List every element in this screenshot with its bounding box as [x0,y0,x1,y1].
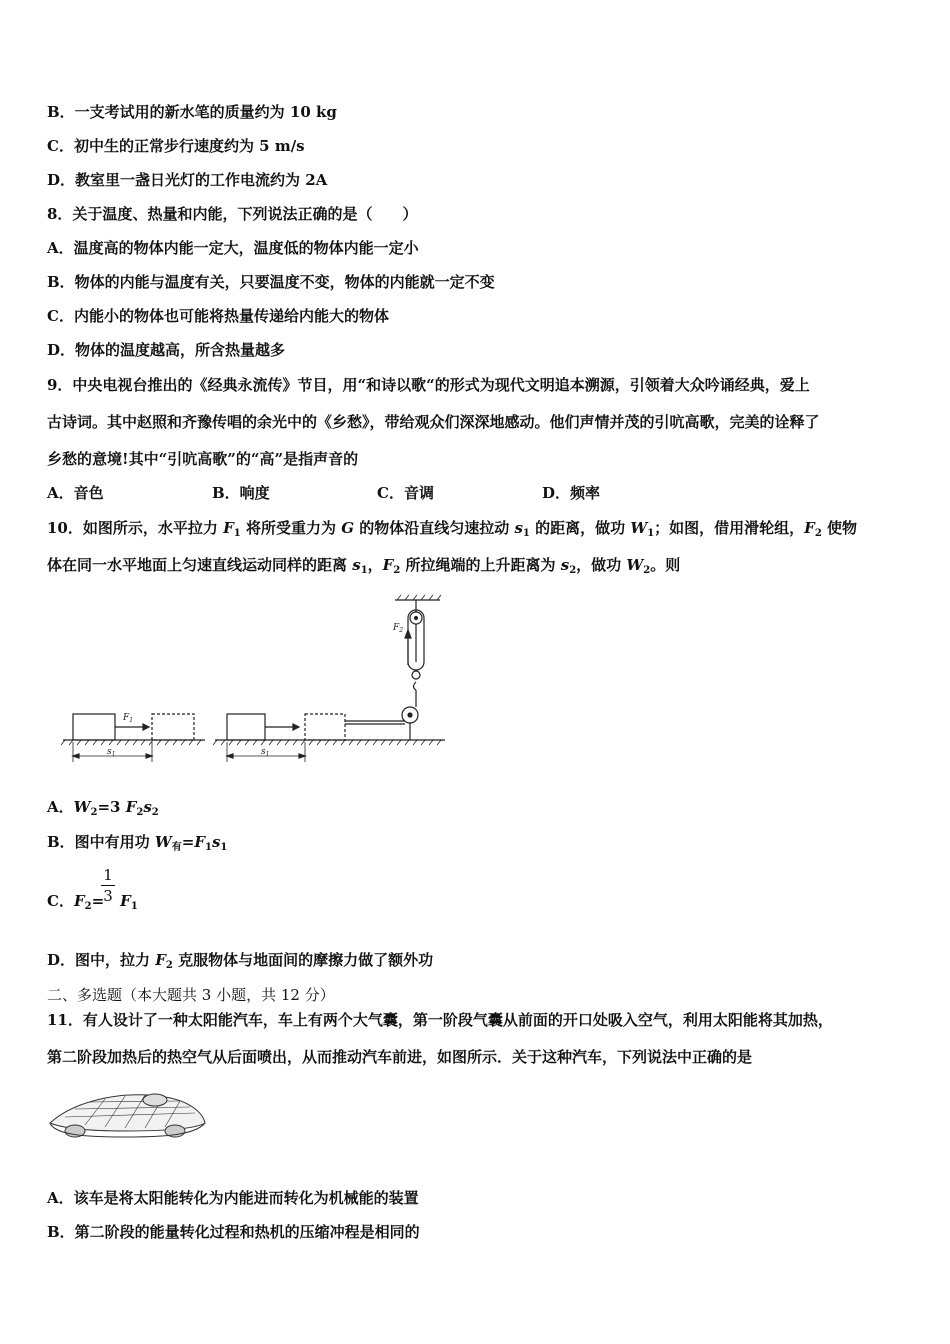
section-2-title: 二、多选题（本大题共 3 小题，共 12 分） [47,986,335,1004]
solar-car-image [45,1085,210,1145]
q10-option-b: B．图中有用功 $W_有=F_1s_1$ [47,833,228,853]
ground-left-hatch [61,740,201,745]
q10-option-a: A．$W_2=3$ $F_2s_2$ [47,798,159,818]
q7-option-b: B．一支考试用的新水笔的质量约为 10 kg [47,103,337,121]
q9-stem-line1: 9．中央电视台推出的《经典永流传》节目，用“和诗以歌“的形式为现代文明追本溯源，引领着大众吟诵经典，爱上 [47,376,810,394]
ground-right-hatch [213,740,441,745]
q11-option-b: B．第二阶段的能量转化过程和热机的压缩冲程是相同的 [47,1223,420,1241]
label-f2: $F_2$ [393,623,404,634]
q9-stem-line2: 古诗词。其中赵照和齐豫传唱的余光中的《乡愁》，带给观众们深深地感动。他们声情并茂的引吭高歌，完美的诠释了 [47,413,820,431]
label-s1-right: $s_1$ [261,747,270,758]
q10-figure [55,590,455,770]
block-dashed-right [305,714,345,740]
q11-stem-line2: 第二阶段加热后的热空气从后面喷出，从而推动汽车前进，如图所示．关于这种汽车，下列说法中正确的是 [47,1048,753,1066]
q8-option-a: A．温度高的物体内能一定大，温度低的物体内能一定小 [47,239,419,257]
label-s1-left: $s_1$ [107,747,116,758]
block-dashed-left [152,714,194,740]
arrow-f1-head [143,724,149,730]
q8-stem: 8．关于温度、热量和内能，下列说法正确的是（ ） [47,205,418,223]
fraction-one-third: 1 3 [101,866,115,905]
q9-option-b: B．响度 [212,484,270,502]
q7-option-d: D．教室里一盏日光灯的工作电流约为 2A [47,171,328,189]
q10-stem-line1: 10．如图所示，水平拉力 $F_1$ 将所受重力为 G 的物体沿直线匀速拉动 $s_1$ 的距离，做功 $W_1$；如图，借用滑轮组，$F_2$ 使物 [47,519,858,539]
hook [414,682,417,690]
label-f1: $F_1$ [123,713,134,724]
q9-option-a: A．音色 [47,484,104,502]
q9-option-d: D．频率 [542,484,601,502]
q7-option-c: C．初中生的正常步行速度约为 5 m/s [47,137,305,155]
block-solid-right [227,714,265,740]
q10-stem-line2: 体在同一水平地面上匀速直线运动同样的距离 $s_1$，$F_2$ 所拉绳端的上升距离为 $s_2$，做功 $W_2$。则 [47,556,681,576]
q10-option-d: D．图中，拉力 $F_2$ 克服物体与地面间的摩擦力做了额外功 [47,951,434,971]
q10-option-c: C．$F_2= F_1$ [47,892,138,912]
q9-option-c: C．音调 [377,484,434,502]
q9-stem-line3: 乡愁的意境!其中“引吭高歌”的“高”是指声音的 [47,450,359,468]
q8-option-b: B．物体的内能与温度有关，只要温度不变，物体的内能就一定不变 [47,273,495,291]
q11-option-a: A．该车是将太阳能转化为内能进而转化为机械能的装置 [47,1189,419,1207]
q11-stem-line1: 11．有人设计了一种太阳能汽车，车上有两个大气囊，第一阶段气囊从前面的开口处吸入空气，利用太阳能将其加热， [47,1011,833,1029]
q8-option-d: D．物体的温度越高，所含热量越多 [47,341,286,359]
block-solid-left [73,714,115,740]
q8-option-c: C．内能小的物体也可能将热量传递给内能大的物体 [47,307,389,325]
